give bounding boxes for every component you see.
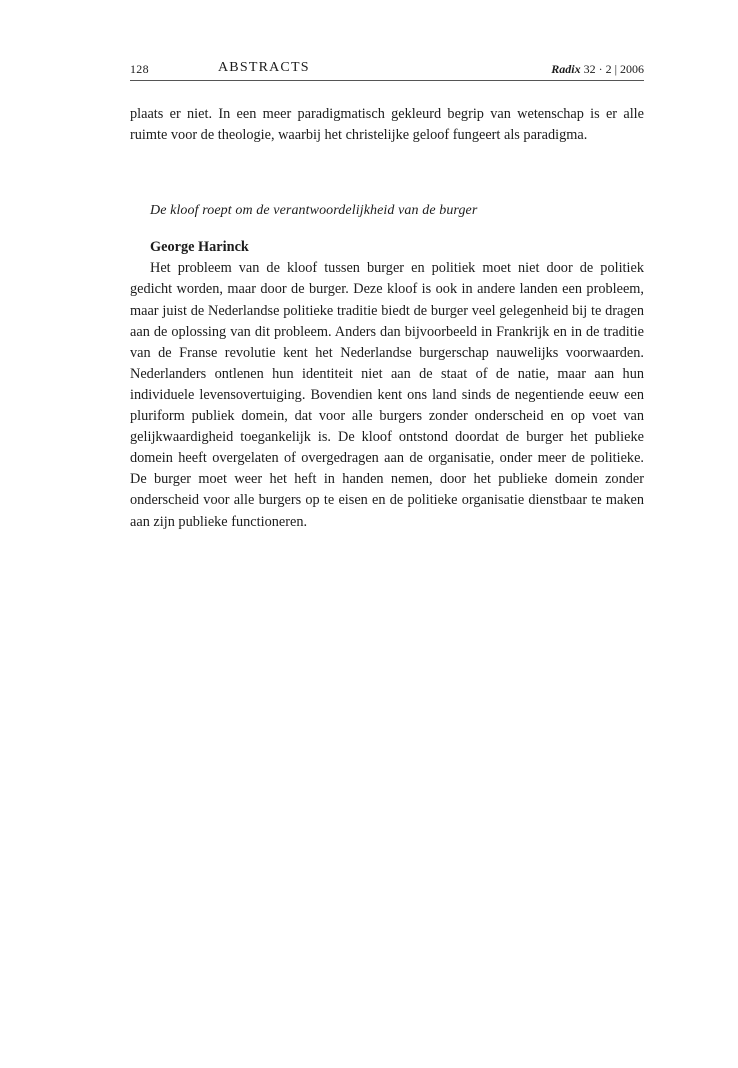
page-number: 128 <box>130 62 149 76</box>
section-title: ABSTRACTS <box>218 60 310 75</box>
continued-paragraph: plaats er niet. In een meer paradigmatisch gekleurd begrip van wetenschap is er alle ruimte voor de theologie, waarbij het christelijke geloof fungeert als paradigma. <box>130 106 644 144</box>
main-content <box>130 104 644 533</box>
journal-reference <box>551 62 644 77</box>
running-head <box>130 60 644 81</box>
abstract-title: De kloof roept om de verantwoordelijkheid van de burger <box>150 203 478 219</box>
abstract-body: Het probleem van de kloof tussen burger en politiek moet niet door de politiek gedicht worden, maar door de burger. Deze kloof is ook in andere landen een probleem, maar juist de Nederlandse politieke traditie biedt de burger veel gelegenheid bij te dragen aan de oplossing van dit probleem. Anders dan bijvoorbeeld in Frankrijk en in de traditie van de Franse revolutie kent het Nederlandse burgerschap nauwelijks voorwaarden. Nederlanders ontlenen hun identiteit niet aan de staat of de natie, maar aan hun individuele levensovertuiging. Bovendien kent ons land sinds de negentiende eeuw een pluriform publiek domein, dat voor alle burgers zonder onderscheid en op voet van gelijkwaardigheid toegankelijk is. De kloof ontstond doordat de burger het publieke domein heeft overgelaten of overgedragen aan de organisatie, onder meer de politieke. De burger moet weer het heft in handen nemen, door het publieke domein zonder onderscheid voor alle burgers op te eisen en de politieke organisatie dienstbaar te maken aan zijn publieke functioneren. <box>130 260 644 530</box>
journal-name: Radix <box>551 62 581 76</box>
abstract-author: George Harinck <box>150 239 249 256</box>
journal-issue: 32 · 2 | 2006 <box>583 62 644 76</box>
